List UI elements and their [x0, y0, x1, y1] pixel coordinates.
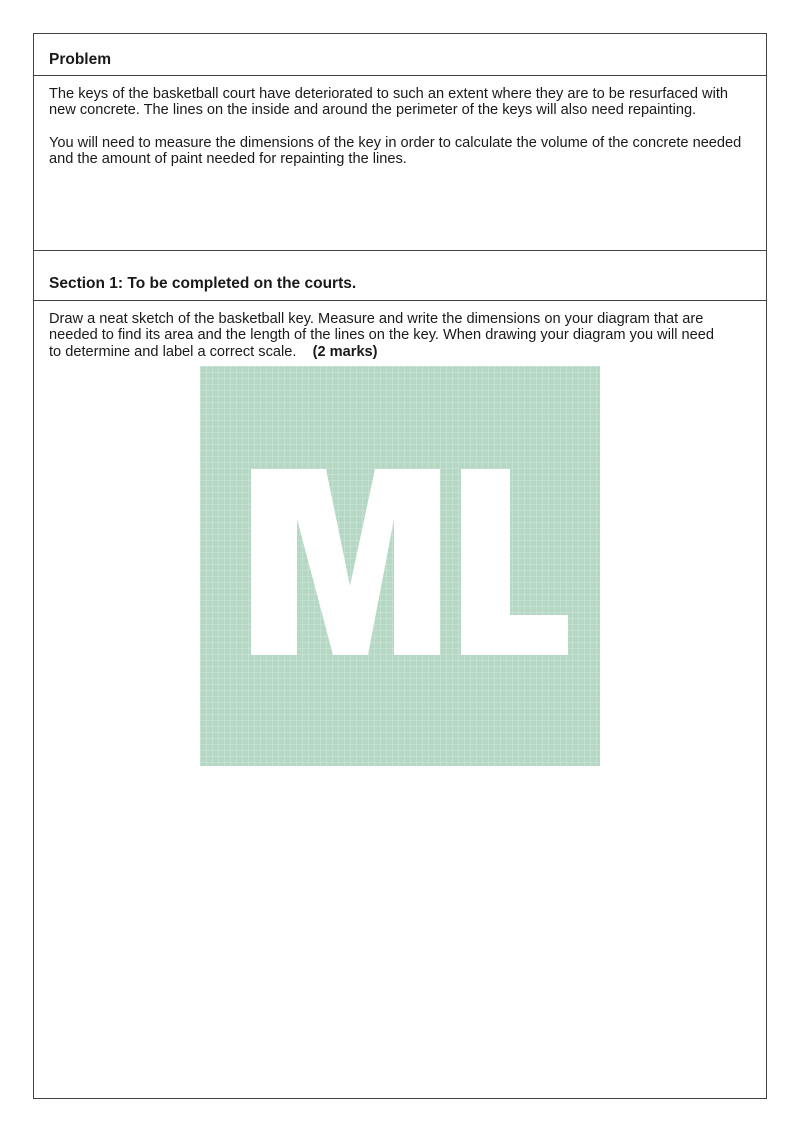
problem-paragraph: The keys of the basketball court have deteriorated to such an extent where they are to be resurfaced with new concrete. The lines on the inside and around the perimeter of the keys will also need repainting. — [49, 86, 729, 119]
problem-heading: Problem — [49, 51, 112, 68]
section1-instruction: Draw a neat sketch of the basketball key. Measure and write the dimensions on your diagram that are needed to find its area and the length of the lines on the key. When drawing your diagram you will need to determine and label a correct scale. — [49, 311, 714, 360]
watermark-logo — [200, 366, 600, 766]
section1-heading: Section 1: To be completed on the courts. — [49, 275, 357, 292]
problem-paragraph: You will need to measure the dimensions of the key in order to calculate the volume of the concrete needed and the amount of paint needed for repainting the lines. — [49, 134, 742, 168]
section1-header — [34, 251, 766, 301]
marks-label: (2 marks) — [312, 343, 378, 360]
problem-header — [34, 34, 766, 76]
problem-body — [34, 76, 766, 251]
watermark-ml-glyph — [200, 366, 600, 766]
